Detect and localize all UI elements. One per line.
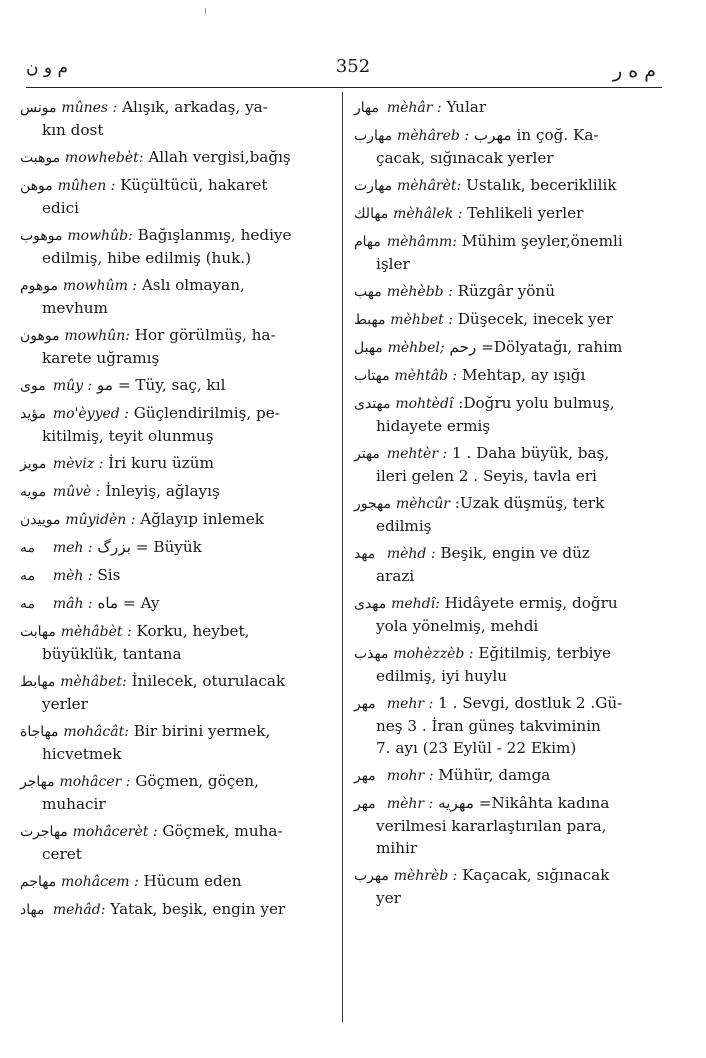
entry-definition: Mühür, damga (438, 766, 551, 784)
dictionary-entry (20, 536, 332, 559)
entry-transliteration: mèhr : (386, 796, 434, 812)
entry-transliteration: mèhâreb : (397, 128, 470, 144)
entry-arabic-headword: مهبل (354, 340, 383, 356)
entry-definition-continued: edilmiş, iyi huylu (376, 667, 508, 685)
entry-arabic-headword: موهوم (20, 278, 59, 294)
entry-definition: Göçmek, muha- (162, 822, 283, 840)
entry-transliteration: mûhen : (57, 178, 116, 194)
entry-arabic-headword: موهبت (20, 150, 61, 166)
entry-definition: :Doğru yolu bulmuş, (458, 394, 615, 412)
entry-definition: Rüzgâr yönü (457, 282, 555, 300)
entry-definition: İnilecek, oturulacak (131, 672, 286, 690)
dictionary-entry (20, 146, 332, 169)
dictionary-entry (20, 564, 332, 587)
entry-arabic-headword: مهدی (354, 596, 387, 612)
entry-definition: Ustalık, beceriklilik (466, 176, 617, 194)
entry-arabic-headword: مهتدی (354, 396, 391, 412)
entry-definition: ماه = Ay (97, 594, 160, 612)
entry-definition: Alışık, arkadaş, ya- (122, 98, 268, 116)
entry-definition: Allah vergisi,bağış (148, 148, 291, 166)
entry-arabic-headword: مهالك (354, 206, 389, 222)
dictionary-entry (20, 374, 332, 397)
dictionary-entry (354, 442, 656, 487)
entry-definition: مهرب in çoğ. Ka- (473, 126, 599, 144)
entry-transliteration: mohâcât: (63, 724, 129, 740)
entry-transliteration: mohâcer : (59, 774, 131, 790)
entry-arabic-headword: مؤيد (20, 406, 46, 422)
entry-arabic-headword: مهارب (354, 128, 393, 144)
right-column (354, 96, 656, 914)
entry-arabic-headword: مه (20, 540, 36, 556)
entry-transliteration: mowhûm : (62, 278, 138, 294)
entry-transliteration: mûvè : (52, 484, 101, 500)
entry-arabic-headword: مهابط (20, 674, 56, 690)
entry-arabic-headword: مويز (20, 456, 47, 472)
entry-transliteration: mèhbet : (390, 312, 453, 328)
entry-transliteration: mèhtâb : (394, 368, 458, 384)
entry-arabic-headword: مهر (354, 796, 376, 812)
entry-transliteration: mehr : (386, 696, 434, 712)
entry-definition: مو = Tüy, saç, kıl (97, 376, 226, 394)
dictionary-entry (20, 820, 332, 865)
entry-definition-continued: neş 3 . İran güneş takviminin (376, 717, 601, 735)
entry-transliteration: mèhâmm: (386, 234, 458, 250)
entry-transliteration: mèhrèb : (393, 868, 458, 884)
entry-definition-continued: ileri gelen 2 . Seyis, tavla eri (376, 467, 597, 485)
entry-arabic-headword: مهتر (354, 446, 380, 462)
entry-definition: Mehtap, ay ışığı (461, 366, 586, 384)
entry-arabic-headword: مهجور (354, 496, 391, 512)
entry-arabic-headword: مويیدن (20, 512, 61, 528)
dictionary-entry (354, 592, 656, 637)
entry-transliteration: mèhâlek : (393, 206, 463, 222)
entry-arabic-headword: مهاجم (20, 874, 57, 890)
entry-definition-continued: verilmesi kararlaştırılan para, (376, 817, 607, 835)
entry-definition-continued: edici (42, 199, 79, 217)
entry-definition: Beşik, engin ve düz (440, 544, 590, 562)
entry-definition: بزرگ = Büyük (97, 538, 202, 556)
entry-transliteration: mâh : (52, 596, 93, 612)
dictionary-entry (354, 202, 656, 225)
entry-definition: Aslı olmayan, (141, 276, 245, 294)
entry-definition: رحم =Dölyatağı, rahim (449, 338, 623, 356)
entry-definition-continued: büyüklük, tantana (42, 645, 182, 663)
entry-transliteration: mowhûn: (64, 328, 130, 344)
dictionary-entry (354, 96, 656, 119)
page-header (0, 52, 706, 86)
dictionary-entry (20, 324, 332, 369)
entry-definition-continued: yola yönelmiş, mehdi (376, 617, 539, 635)
dictionary-entry (20, 96, 332, 141)
entry-definition: 1 . Sevgi, dostluk 2 .Gü- (438, 694, 623, 712)
entry-arabic-headword: مهار (354, 100, 379, 116)
entry-definition: İnleyiş, ağlayış (105, 482, 220, 500)
entry-definition-continued: çacak, sığınacak yerler (376, 149, 554, 167)
entry-arabic-headword: مهب (354, 284, 382, 300)
entry-definition: Ağlayıp inlemek (140, 510, 264, 528)
entry-definition: Tehlikeli yerler (467, 204, 584, 222)
entry-arabic-headword: مهبط (354, 312, 386, 328)
entry-transliteration: mehtèr : (386, 446, 448, 462)
entry-definition: Hidâyete ermiş, doğru (444, 594, 618, 612)
entry-definition: مهریه =Nikâhta kadına (438, 794, 610, 812)
entry-definition-continued: muhacir (42, 795, 106, 813)
dictionary-entry (354, 764, 656, 787)
dictionary-entry (20, 174, 332, 219)
dictionary-entry (20, 592, 332, 615)
entry-transliteration: mèhèbb : (386, 284, 453, 300)
entry-definition-continued: edilmiş (376, 517, 432, 535)
entry-definition-continued: yerler (42, 695, 88, 713)
dictionary-entry (354, 364, 656, 387)
entry-transliteration: mèhâr : (386, 100, 442, 116)
entry-arabic-headword: مهاجاة (20, 724, 59, 740)
entry-definition: Eğitilmiş, terbiye (478, 644, 612, 662)
dictionary-entry (354, 642, 656, 687)
dictionary-entry (20, 770, 332, 815)
dictionary-entry (354, 792, 656, 859)
entry-transliteration: mèhârèt: (397, 178, 462, 194)
left-column (20, 96, 332, 926)
dictionary-entry (354, 864, 656, 909)
dictionary-entry (354, 308, 656, 331)
dictionary-entry (354, 542, 656, 587)
entry-definition-continued: hicvetmek (42, 745, 122, 763)
page-number: 352 (335, 56, 371, 77)
entry-definition-continued: kitilmiş, teyit olunmuş (42, 427, 214, 445)
entry-arabic-headword: مهر (354, 768, 376, 784)
entry-definition: Korku, heybet, (136, 622, 250, 640)
entry-arabic-headword: مويه (20, 484, 47, 500)
entry-arabic-headword: مه (20, 596, 36, 612)
entry-definition: Bağışlanmış, hediye (137, 226, 292, 244)
entry-transliteration: mo'èyyed : (52, 406, 129, 422)
dictionary-entry (354, 392, 656, 437)
dictionary-entry (20, 402, 332, 447)
entry-definition-continued: mevhum (42, 299, 108, 317)
entry-arabic-headword: مهتاب (354, 368, 390, 384)
entry-definition: Mühim şeyler,önemli (461, 232, 623, 250)
entry-arabic-headword: مهر (354, 696, 376, 712)
entry-arabic-headword: مهابت (20, 624, 56, 640)
dictionary-entry (354, 280, 656, 303)
entry-arabic-headword: موهن (20, 178, 53, 194)
entry-definition-continued: ceret (42, 845, 82, 863)
entry-arabic-headword: مهذب (354, 646, 389, 662)
scan-mark (205, 8, 206, 14)
dictionary-entry (20, 480, 332, 503)
entry-definition-continued: karete uğramış (42, 349, 160, 367)
entry-definition: Kaçacak, sığınacak (462, 866, 610, 884)
entry-transliteration: mohr : (386, 768, 434, 784)
entry-transliteration: mohâcem : (61, 874, 139, 890)
entry-arabic-headword: مونس (20, 100, 57, 116)
entry-definition: Göçmen, göçen, (135, 772, 259, 790)
entry-transliteration: mohèzzèb : (393, 646, 474, 662)
entry-definition: Yular (446, 98, 487, 116)
dictionary-entry (20, 508, 332, 531)
dictionary-entry (20, 452, 332, 475)
dictionary-entry (20, 720, 332, 765)
entry-transliteration: mehâd: (52, 902, 106, 918)
entry-arabic-headword: موهوب (20, 228, 63, 244)
entry-arabic-headword: مهاجرت (20, 824, 68, 840)
entry-transliteration: mèhcûr (395, 496, 450, 512)
entry-transliteration: mûyidèn : (65, 512, 136, 528)
entry-arabic-headword: مهارت (354, 178, 393, 194)
dictionary-entry (354, 692, 656, 759)
entry-definition: Sis (97, 566, 121, 584)
dictionary-entry (354, 124, 656, 169)
entry-arabic-headword: مهاد (20, 902, 45, 918)
entry-arabic-headword: مهام (354, 234, 381, 250)
entry-transliteration: mûy : (52, 378, 93, 394)
header-rule (26, 87, 662, 88)
dictionary-entry (354, 336, 656, 359)
entry-arabic-headword: مهد (354, 546, 376, 562)
entry-arabic-headword: مهاجر (20, 774, 55, 790)
entry-transliteration: mûnes : (61, 100, 118, 116)
entry-definition: Bir birini yermek, (133, 722, 271, 740)
entry-arabic-headword: موهون (20, 328, 60, 344)
entry-transliteration: mèh : (52, 568, 93, 584)
dictionary-entry (20, 898, 332, 921)
entry-definition: Hücum eden (143, 872, 242, 890)
entry-transliteration: mèhâbèt : (60, 624, 132, 640)
entry-transliteration: meh : (52, 540, 93, 556)
entry-definition-continued: yer (376, 889, 401, 907)
dictionary-entry (20, 224, 332, 269)
entry-definition-continued: kın dost (42, 121, 104, 139)
header-right-letters: م ه ر (613, 60, 656, 82)
entry-definition: İri kuru üzüm (108, 454, 214, 472)
entry-transliteration: mèhâbet: (60, 674, 127, 690)
entry-definition-continued: arazi (376, 567, 415, 585)
entry-definition: Düşecek, inecek yer (457, 310, 613, 328)
entry-transliteration: mowhûb: (67, 228, 133, 244)
dictionary-entry (354, 174, 656, 197)
entry-arabic-headword: موی (20, 378, 46, 394)
entry-transliteration: mehdî: (391, 596, 440, 612)
entry-definition: Güçlendirilmiş, pe- (133, 404, 280, 422)
entry-definition-continued: hidayete ermiş (376, 417, 491, 435)
entry-arabic-headword: مه (20, 568, 36, 584)
entry-transliteration: mèviz : (52, 456, 104, 472)
entry-definition: Hor görülmüş, ha- (134, 326, 276, 344)
dictionary-entry (20, 870, 332, 893)
entry-definition: Küçültücü, hakaret (120, 176, 268, 194)
dictionary-entry (354, 230, 656, 275)
entry-definition: 1 . Daha büyük, baş, (452, 444, 610, 462)
dictionary-entry (354, 492, 656, 537)
entry-transliteration: mowhebèt: (64, 150, 144, 166)
entry-definition: Yatak, beşik, engin yer (110, 900, 286, 918)
entry-definition: :Uzak düşmüş, terk (454, 494, 605, 512)
column-divider (342, 92, 343, 1022)
entry-arabic-headword: مهرب (354, 868, 389, 884)
entry-transliteration: mèhd : (386, 546, 436, 562)
entry-transliteration: mohtèdî (395, 396, 454, 412)
entry-definition-continued: 7. ayı (23 Eylül - 22 Ekim) (376, 739, 577, 757)
header-left-letters: م و ن (26, 58, 69, 78)
entry-transliteration: mohâcerèt : (72, 824, 158, 840)
dictionary-entry (20, 670, 332, 715)
entry-transliteration: mèhbel; (387, 340, 445, 356)
dictionary-entry (20, 274, 332, 319)
dictionary-entry (20, 620, 332, 665)
entry-definition-continued: edilmiş, hibe edilmiş (huk.) (42, 249, 252, 267)
entry-definition-continued: işler (376, 255, 410, 273)
entry-definition-continued: mihir (376, 839, 418, 857)
